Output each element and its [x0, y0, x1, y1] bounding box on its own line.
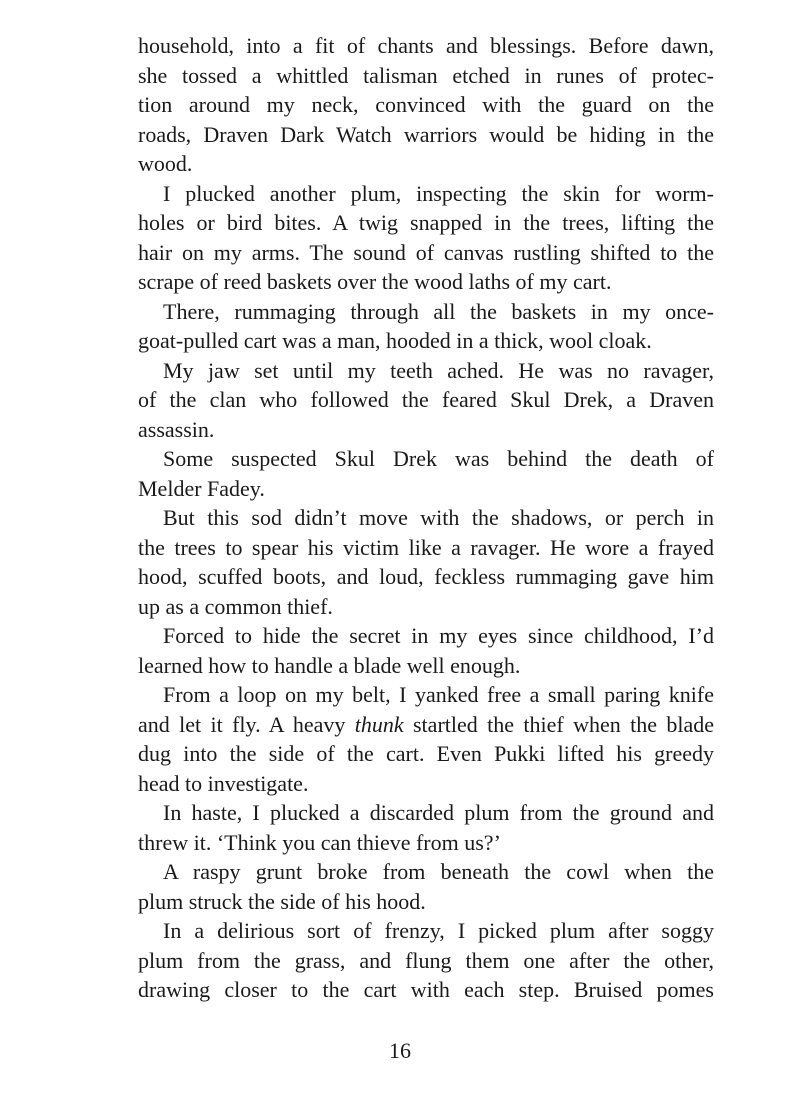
text-line: goat-pulled cart was a man, hooded in a thick, wool cloak.: [138, 328, 652, 353]
text-line: head to investigate.: [138, 770, 309, 796]
paragraph: [138, 857, 714, 916]
text-line: In a delirious sort of frenzy, I picked plum after soggy: [163, 918, 714, 943]
text-line: My jaw set until my teeth ached. He was no ravager,: [163, 357, 714, 383]
text-line: threw it. ‘Think you can thieve from us?’: [138, 829, 501, 855]
paragraph: [138, 444, 714, 503]
text-line: roads, Draven Dark Watch warriors would be hiding in the: [138, 121, 714, 147]
text-line: tion around my neck, convinced with the guard on the: [138, 92, 714, 117]
text-line: learned how to handle a blade well enough.: [138, 652, 521, 678]
paragraph: [138, 916, 714, 1005]
text-line: of the clan who followed the feared Skul Drek, a Draven: [138, 387, 714, 412]
text-line: hood, scuffed boots, and loud, feckless rummaging gave him: [138, 564, 714, 589]
text-line: plum struck the side of his hood.: [138, 888, 426, 914]
text-line: assassin.: [138, 416, 215, 442]
text-line: I plucked another plum, inspecting the skin for worm-: [163, 180, 714, 206]
text-line: wood.: [138, 151, 193, 176]
paragraph: [138, 798, 714, 857]
text-line: But this sod didn’t move with the shadows, or perch in: [163, 505, 714, 530]
text-line: hair on my arms. The sound of canvas rustling shifted to the: [138, 239, 714, 265]
paragraph: [138, 179, 714, 297]
text-line: Forced to hide the secret in my eyes since childhood, I’d: [163, 623, 714, 648]
text-line: dug into the side of the cart. Even Pukki lifted his greedy: [138, 741, 714, 766]
text-line: holes or bird bites. A twig snapped in the trees, lifting the: [138, 210, 714, 235]
text-line: Melder Fadey.: [138, 475, 265, 501]
text-line: she tossed a whittled talisman etched in runes of protec-: [138, 62, 714, 88]
paragraph: [138, 680, 714, 798]
text-line: household, into a fit of chants and blessings. Before dawn,: [138, 33, 714, 58]
text-line: A raspy grunt broke from beneath the cowl when the: [163, 859, 714, 884]
paragraph: [138, 356, 714, 445]
text-line: up as a common thief.: [138, 593, 333, 619]
text-line: scrape of reed baskets over the wood laths of my cart.: [138, 269, 612, 294]
text-line: There, rummaging through all the baskets in my once-: [163, 298, 714, 324]
text-line: In haste, I plucked a discarded plum from the ground and: [163, 800, 714, 825]
text-line: drawing closer to the cart with each step. Bruised pomes: [138, 977, 714, 1002]
book-page-body: [138, 31, 714, 1005]
paragraph: [138, 297, 714, 356]
page-number: 16: [389, 1038, 411, 1063]
paragraph: [138, 503, 714, 621]
text-line: plum from the grass, and flung them one after the other,: [138, 947, 714, 973]
paragraph: [138, 31, 714, 179]
text-line: the trees to spear his victim like a ravager. He wore a frayed: [138, 534, 714, 560]
text-line: and let it fly. A heavy thunk startled the thief when the blade: [138, 711, 714, 737]
text-line: From a loop on my belt, I yanked free a small paring knife: [163, 682, 714, 707]
text-line: Some suspected Skul Drek was behind the death of: [163, 446, 714, 471]
paragraph: [138, 621, 714, 680]
